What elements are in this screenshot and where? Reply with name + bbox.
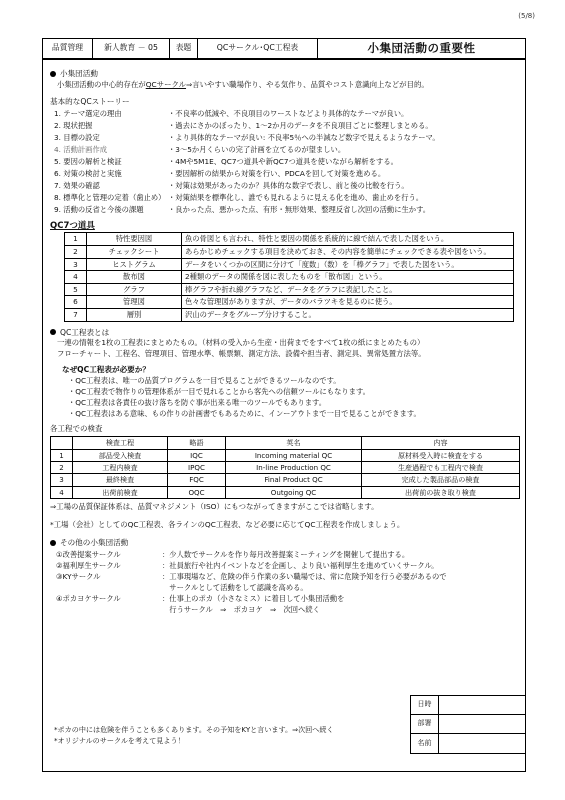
inspection-name: 部品受入検査: [73, 449, 168, 461]
other-circle-row: [50, 572, 520, 581]
tool-number: 1: [65, 233, 87, 246]
column-header: 英名: [226, 437, 362, 449]
inspection-no: 2: [51, 461, 73, 473]
why-bullet: ・QC工程表は各責任の抜け落ちを防ぐ事が出来る唯一のツールでもあります。: [68, 397, 327, 407]
inspection-note-1: ⇒工場の品質保証体系は、品質マネジメント（ISO）にもつながってきますがここでは省略します。: [50, 502, 379, 512]
header-title-label: 表題: [170, 39, 198, 58]
tool-description: データをいくつかの区間に分けて「度数」（数）を「棒グラフ」で表した図をいう。: [182, 258, 514, 271]
tool-number: 6: [65, 296, 87, 309]
inspection-name: 最終検査: [73, 474, 168, 486]
bullet-dot-icon: [50, 329, 56, 335]
bullet-dot-icon: [50, 71, 56, 77]
page-number: (5/8): [518, 12, 535, 20]
story-row: [50, 155, 520, 167]
circle-name: ④ポカヨケサークル: [56, 593, 121, 603]
bullet-dot-icon: [50, 540, 56, 546]
tool-number: 2: [65, 245, 87, 258]
story-step: 9. 活動の反省と今後の課題: [54, 204, 144, 214]
story-row: [50, 167, 520, 179]
story-row: [50, 119, 520, 131]
story-description: ・良かった点、悪かった点、有形・無形効果、整理反省し次回の活動に生かす。: [168, 204, 431, 214]
table-row: [65, 283, 514, 296]
inspection-content: 原材料受入時に検査をする: [362, 449, 520, 461]
circle-name: ②福利厚生サークル: [56, 560, 121, 570]
header-category: 品質管理: [43, 39, 93, 58]
footer-note-2: *オリジナルのサークルを考えて見よう！: [54, 736, 185, 746]
section-heading: 小集団活動: [60, 69, 98, 78]
column-header: [51, 437, 73, 449]
tool-description: あらかじめチェックする項目を決めておき、その内容を簡単にチェックできる表や図をいう。: [182, 245, 514, 258]
tool-description: 沢山のデータをグループ分けすること。: [182, 308, 514, 321]
inspection-name: 工程内検査: [73, 461, 168, 473]
why-bullet: ・QC工程表は、唯一の品質プログラムを一目で見ることができるツールなのです。: [68, 376, 341, 386]
tool-description: 色々な管理図がありますが、データのバラツキを見るのに使う。: [182, 296, 514, 309]
inspection-no: 4: [51, 486, 73, 498]
sign-row-date: 日時: [411, 696, 525, 715]
tool-number: 5: [65, 283, 87, 296]
tool-description: 2種類のデータの関係を図に表したものを「散布図」という。: [182, 271, 514, 284]
story-step: 1. テーマ選定の理由: [54, 108, 122, 118]
other-circle-row: [50, 583, 520, 592]
story-step: 7. 効果の確認: [54, 180, 100, 190]
circle-description: サークルとして活動をして認識を高める。: [162, 582, 308, 592]
circle-description: ：仕事上のポカ（小さなミス）に着目して小集団活動を: [162, 593, 345, 603]
tool-name: ヒストグラム: [87, 258, 182, 271]
story-description: ・対策結果を標準化し、誰でも見れるように見える化を進め、歯止めを行う。: [168, 192, 424, 202]
inspection-abbr: IPQC: [168, 461, 226, 473]
story-description: ・対策は効果があったのか？具体的な数字で表し、前と後の比較を行う。: [168, 180, 409, 190]
table-row: [65, 258, 514, 271]
table-row: [65, 245, 514, 258]
tool-name: 特性要因図: [87, 233, 182, 246]
story-description: ・要因解析の結果から対策を行い、PDCAを回して対策を進める。: [168, 168, 386, 178]
circle-description: ：少人数でサークルを作り毎月改善提案ミーティングを開催して提出する。: [162, 549, 410, 559]
section-qc-process-chart: [50, 328, 520, 338]
table-row: [65, 296, 514, 309]
date-field[interactable]: [439, 696, 525, 714]
story-row: [50, 179, 520, 191]
story-step: 4. 活動計画作成: [54, 144, 108, 154]
qc-story-list: [50, 107, 520, 215]
tool-name: 層別: [87, 308, 182, 321]
inspection-no: 3: [51, 474, 73, 486]
why-needed-list: [50, 376, 520, 418]
story-description: ・過去にさかのぼったり、1～2か月のデータを不良項目ごとに整理しまとめる。: [168, 120, 433, 130]
other-circle-row: [50, 561, 520, 570]
circle-description: ：社員旅行や社内イベントなどを企画し、より良い福利厚生を進めていくサークル。: [162, 560, 439, 570]
story-row: [50, 131, 520, 143]
story-description: ・3～5か月くらいの完了計画を立てるのが望ましい。: [168, 144, 346, 154]
circle-name: ③KYサークル: [56, 571, 101, 581]
process-chart-line-1: 一連の情報を1枚の工程表にまとめたもの。（材料の受入から生産・出荷までをすべて1枚の紙にまとめたもの）: [57, 338, 425, 348]
inspection-en: In-line Production QC: [226, 461, 362, 473]
sign-box: [410, 695, 526, 754]
table-row: [65, 233, 514, 246]
tool-name: 散布図: [87, 271, 182, 284]
process-chart-line-2: フローチャート、工程名、管理項目、管理水準、帳票類、測定方法、設備や担当者、測定具、異常処置方法等。: [57, 349, 426, 359]
story-description: ・4Mや5M1E、QC7つ道具や新QC7つ道具を使いながら解析をする。: [168, 156, 398, 166]
document-header: [42, 38, 526, 60]
other-circle-row: [50, 605, 520, 614]
column-header: 検査工程: [73, 437, 168, 449]
column-header: 略語: [168, 437, 226, 449]
qc7-table: [64, 232, 514, 321]
sign-row-name: 名前: [411, 734, 525, 753]
other-circles-list: [50, 550, 520, 614]
inspection-name: 出荷前検査: [73, 486, 168, 498]
inspection-abbr: IQC: [168, 449, 226, 461]
qc-circle-underline: QCサークル: [145, 79, 187, 89]
inspection-en: Outgoing QC: [226, 486, 362, 498]
story-row: [50, 191, 520, 203]
inspection-en: Incoming material QC: [226, 449, 362, 461]
other-circle-row: [50, 594, 520, 603]
table-row: [65, 271, 514, 284]
tool-number: 4: [65, 271, 87, 284]
circle-description: 行うサークル ⇒ ポカヨケ ⇒ 次回へ続く: [162, 604, 320, 614]
story-row: [50, 143, 520, 155]
footer-note-1: *ポカの中には危険を伴うことも多くあります。その予知をKYと言います。⇒次回へ続く: [54, 725, 334, 734]
circle-name: ①改善提案サークル: [56, 549, 121, 559]
column-header: 内容: [362, 437, 520, 449]
page-title: 小集団活動の重要性: [367, 41, 476, 56]
story-row: [50, 203, 520, 215]
inspection-en: Final Product QC: [226, 474, 362, 486]
why-bullet: ・QC工程表はある意味、もの作りの計画書でもあるために、インーアウトまで一目で見ることができます。: [68, 408, 421, 418]
intro-text: 小集団活動の中心的存在がQCサークル⇒言いやすい職場作り、やる気作り、品質やコスト意識向上などが目的。: [57, 79, 429, 89]
header-subject: QCサークル･QC工程表: [198, 39, 318, 58]
inspection-heading: 各工程での検査: [50, 424, 103, 434]
story-step: 6. 対策の検討と実施: [54, 168, 122, 178]
footer-notes: [54, 723, 404, 747]
story-step: 2. 現状把握: [54, 120, 93, 130]
inspection-abbr: OQC: [168, 486, 226, 498]
table-row: [65, 308, 514, 321]
section-heading: その他の小集団活動: [60, 538, 129, 548]
inspection-note-2: *工場（会社）としてのQC工程表、各ラインのQC工程表、など必要に応じてQC工程表を作成しましょう。: [50, 519, 405, 529]
tool-name: 管理図: [87, 296, 182, 309]
tool-description: 棒グラフや折れ線グラフなど、データをグラフに表記したこと。: [182, 283, 514, 296]
why-bullet: ・QC工程表で物作りの管理体系が一目で見れることから客先への信頼ツールにもなります。: [68, 387, 370, 396]
tool-number: 7: [65, 308, 87, 321]
tool-name: グラフ: [87, 283, 182, 296]
table-row: [51, 461, 520, 473]
story-description: ・不良率の低減や、不良項目のワーストなどより具体的なテーマが良い。: [168, 108, 409, 118]
inspection-content: 出荷前の抜き取り検査: [362, 486, 520, 498]
table-row: [51, 474, 520, 486]
circle-name: [50, 583, 162, 592]
circle-name: [50, 605, 162, 614]
header-course: 新人教育 － 05: [93, 39, 170, 58]
circle-description: ：工事現場など、危険の伴う作業の多い職場では、常に危険予知を行う必要があるので: [162, 571, 447, 581]
inspection-content: 完成した製品部品の検査: [362, 474, 520, 486]
qc7-heading: QC7つ道具: [50, 221, 95, 232]
inspection-content: 生産過程でも工程内で検査: [362, 461, 520, 473]
section-other-circles: [50, 538, 520, 548]
tool-description: 魚の骨図とも言われ、特性と要因の関係を系統的に線で結んで表した図をいう。: [182, 233, 514, 246]
why-needed-heading: なぜQC工程表が必要か？: [62, 364, 150, 374]
story-step: 5. 要因の解析と検証: [54, 156, 122, 166]
table-row: [51, 449, 520, 461]
tool-number: 3: [65, 258, 87, 271]
table-row: [51, 486, 520, 498]
inspection-abbr: FQC: [168, 474, 226, 486]
story-description: ・より具体的なテーマが良い: 不良率5％への半減など数字で見えるようなテーマ。: [168, 132, 440, 142]
sign-row-dept: 部署: [411, 715, 525, 734]
section-heading: QC工程表とは: [60, 327, 110, 337]
story-step: 3. 目標の設定: [54, 132, 100, 142]
tool-name: チェックシート: [87, 245, 182, 258]
story-row: [50, 107, 520, 119]
dept-field[interactable]: [439, 715, 525, 733]
content-area: [50, 68, 520, 616]
other-circle-row: [50, 550, 520, 559]
name-field[interactable]: [439, 734, 525, 753]
story-step: 8. 標準化と管理の定着（歯止め）: [54, 192, 166, 202]
inspection-table: [50, 436, 520, 499]
inspection-no: 1: [51, 449, 73, 461]
section-small-group: [50, 69, 520, 79]
qc-story-heading: 基本的なQCストーリー: [50, 97, 130, 107]
